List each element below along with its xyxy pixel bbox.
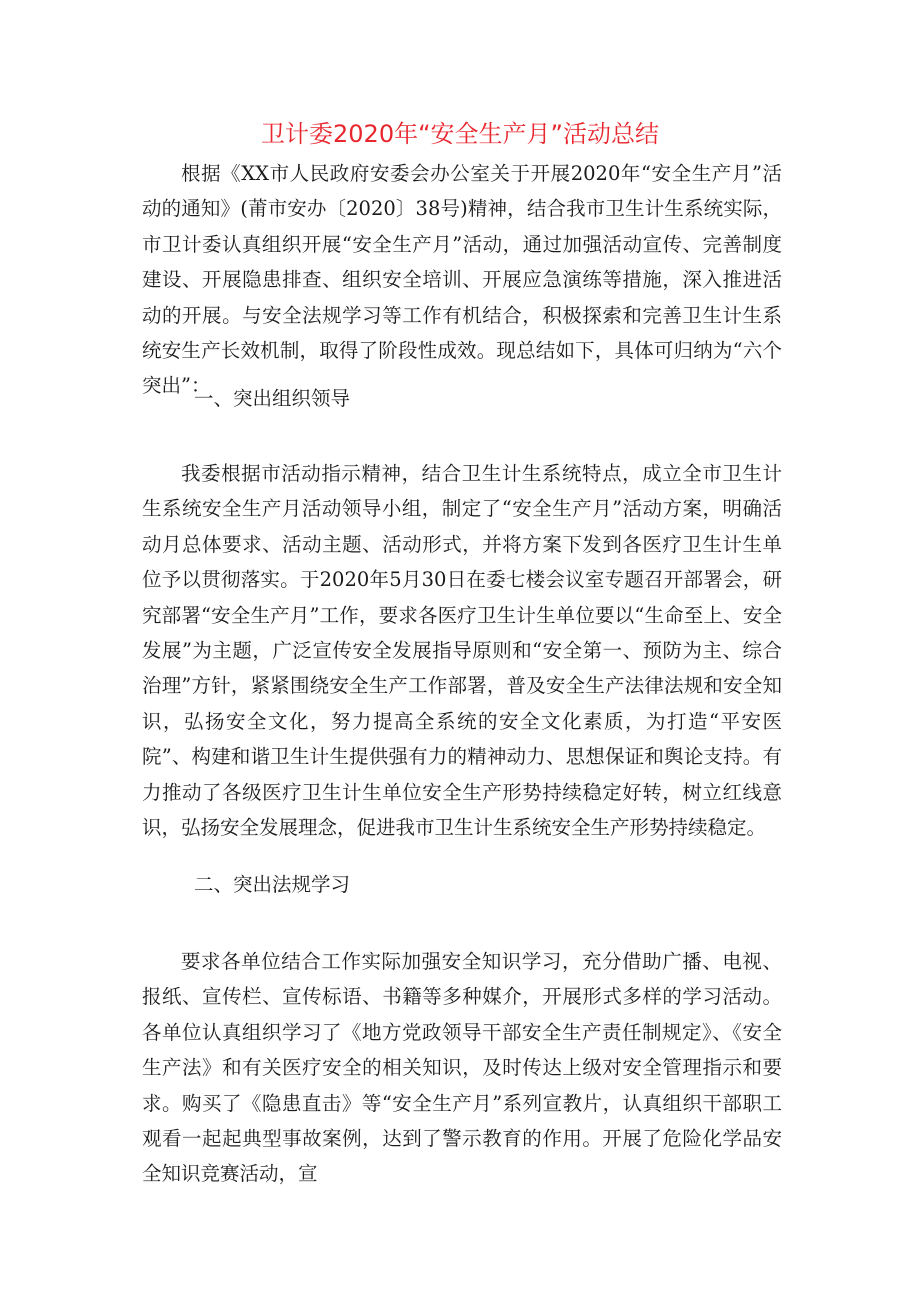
document-title: 卫计委2020年“安全生产月”活动总结	[261, 120, 659, 148]
section-2-heading: 二、突出法规学习	[194, 873, 351, 896]
intro-paragraph: 根据《XX市人民政府安委会办公室关于开展2020年“安全生产月”活动的通知》(莆市安办〔2020〕38号)精神，结合我市卫生计生系统实际，市卫计委认真组织开展“安全生产月”活动，通过加强活动宣传、完善制度建设、开展隐患排查、组织安全培训、开展应急演练等措施，深入推进活动的开展。与安全法规学习等工作有机结合，积极探索和完善卫生计生系统安生产长效机制，取得了阶段性成效。现总结如下，具体可归纳为“六个突出”：	[142, 162, 782, 398]
section-1-paragraph: 我委根据市活动指示精神，结合卫生计生系统特点，成立全市卫生计生系统安全生产月活动领导小组，制定了“安全生产月”活动方案，明确活动月总体要求、活动主题、活动形式，并将方案下发到各医疗卫生计生单位予以贯彻落实。于2020年5月30日在委七楼会议室专题召开部署会，研究部署“安全生产月”工作，要求各医疗卫生计生单位要以“生命至上、安全发展”为主题，广泛宣传安全发展指导原则和“安全第一、预防为主、综合治理”方针，紧紧围绕安全生产工作部署，普及安全生产法律法规和安全知识，弘扬安全文化，努力提高全系统的安全文化素质，为打造“平安医院”、构建和谐卫生计生提供强有力的精神动力、思想保证和舆论支持。有力推动了各级医疗卫生计生单位安全生产形势持续稳定好转，树立红线意识，弘扬安全发展理念，促进我市卫生计生系统安全生产形势持续稳定。	[142, 462, 782, 840]
section-2-paragraph: 要求各单位结合工作实际加强安全知识学习，充分借助广播、电视、报纸、宣传栏、宣传标语、书籍等多种媒介，开展形式多样的学习活动。各单位认真组织学习了《地方党政领导干部安全生产责任制规定》、《安全生产法》和有关医疗安全的相关知识，及时传达上级对安全管理指示和要求。购买了《隐患直击》等“安全生产月”系列宣教片，认真组织干部职工观看一起起典型事故案例，达到了警示教育的作用。开展了危险化学品安全知识竞赛活动，宣	[142, 950, 782, 1186]
section-1-heading: 一、突出组织领导	[194, 387, 351, 410]
